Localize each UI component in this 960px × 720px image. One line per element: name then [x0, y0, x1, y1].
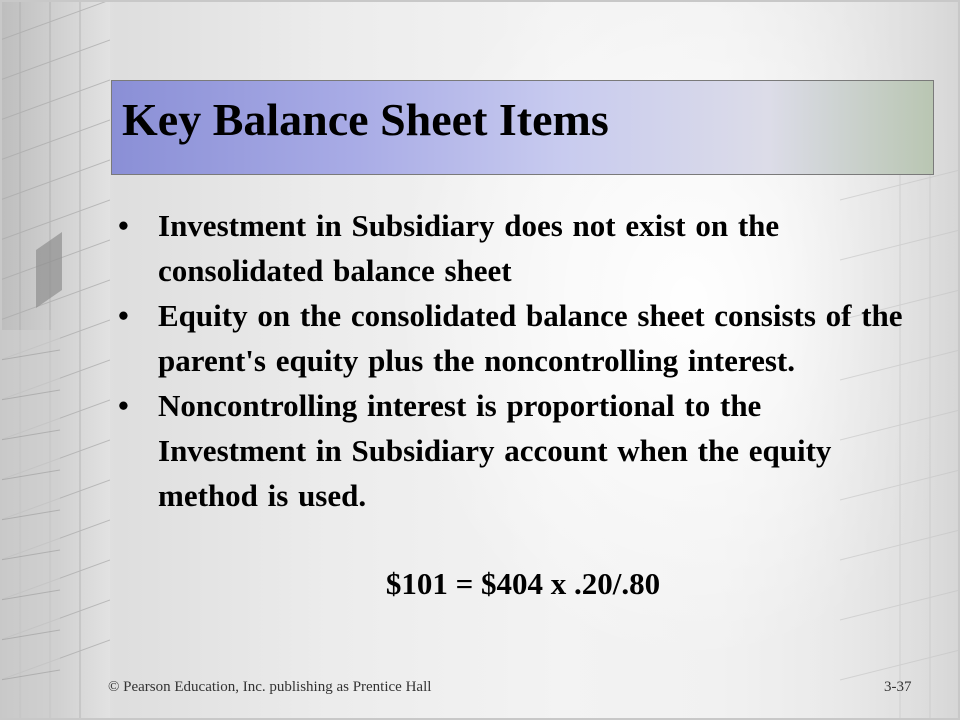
bullet-text: Noncontrolling interest is proportional to the Investment in Subsidiary account when the equity method is used.: [158, 388, 832, 513]
title-bar: [111, 80, 934, 175]
bullet-item: [118, 293, 918, 383]
footer-copyright: © Pearson Education, Inc. publishing as Prentice Hall: [108, 679, 432, 695]
formula: $101 = $404 x .20/.80: [385, 566, 661, 601]
bullet-text: Equity on the consolidated balance sheet consists of the parent's equity plus the noncontrolling interest.: [158, 298, 903, 378]
bullet-item: [118, 203, 918, 293]
bullet-item: [118, 383, 918, 518]
bullet-list: [118, 203, 918, 518]
slide-number: 3-37: [884, 679, 912, 695]
bullet-marker: •: [118, 208, 129, 243]
bullet-marker: •: [118, 388, 129, 423]
slide-title: Key Balance Sheet Items: [122, 94, 609, 145]
background-building-left: [0, 0, 110, 720]
bullet-marker: •: [118, 298, 129, 333]
bullet-text: Investment in Subsidiary does not exist on the consolidated balance sheet: [158, 208, 780, 288]
